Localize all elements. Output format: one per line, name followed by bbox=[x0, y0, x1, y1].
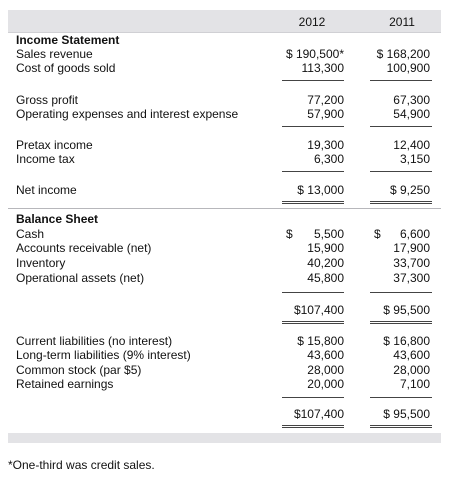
total-rule-2011 bbox=[370, 203, 432, 204]
row-label-sales-revenue: Sales revenue bbox=[16, 47, 93, 61]
cell-cogs-2012: 113,300 bbox=[301, 61, 344, 75]
cell-accounts-receivable-2011: 17,900 bbox=[393, 241, 430, 255]
cell-retained-earnings-2012: 20,000 bbox=[307, 377, 344, 391]
cell-income-tax-2012: 6,300 bbox=[313, 152, 344, 166]
cell-operational-assets-2012: 45,800 bbox=[307, 271, 344, 285]
cell-retained-earnings-2011: 7,100 bbox=[399, 377, 430, 391]
cell-gross-profit-2011: 67,300 bbox=[393, 93, 430, 107]
income-statement-heading: Income Statement bbox=[16, 33, 120, 47]
row-label-current-liabilities: Current liabilities (no interest) bbox=[16, 334, 173, 348]
cell-cash-2012: 5,500 bbox=[313, 227, 344, 241]
total-rule-2012 bbox=[282, 427, 344, 428]
subtotal-rule-2011 bbox=[370, 126, 432, 127]
total-rule-2012 bbox=[282, 323, 344, 324]
column-header-2011: 2011 bbox=[389, 15, 415, 29]
row-label-operating-expenses: Operating expenses and interest expense bbox=[16, 107, 239, 121]
row-label-income-tax: Income tax bbox=[16, 152, 75, 166]
row-label-net-income: Net income bbox=[16, 183, 77, 197]
subtotal-rule-2011 bbox=[370, 397, 432, 398]
subtotal-rule-2012 bbox=[282, 292, 344, 293]
footnote: *One-third was credit sales. bbox=[8, 458, 155, 472]
cell-pretax-income-2011: 12,400 bbox=[393, 138, 430, 152]
total-rule-2012 bbox=[282, 203, 344, 204]
cell-total-liabilities-equity-2012: $107,400 bbox=[293, 407, 344, 421]
footer-band bbox=[8, 433, 441, 443]
subtotal-rule-2012 bbox=[282, 397, 344, 398]
total-rule-2011 bbox=[370, 201, 432, 202]
cell-operating-expenses-2011: 54,900 bbox=[393, 107, 430, 121]
cell-net-income-2011: $ 9,250 bbox=[389, 183, 430, 197]
cell-long-term-liabilities-2012: 43,600 bbox=[307, 348, 344, 362]
row-label-cogs: Cost of goods sold bbox=[16, 61, 116, 75]
total-rule-2012 bbox=[282, 201, 344, 202]
cell-cash-2011: 6,600 bbox=[399, 227, 430, 241]
cell-cash-2012-symbol: $ bbox=[286, 227, 293, 241]
cell-pretax-income-2012: 19,300 bbox=[307, 138, 344, 152]
total-rule-2011 bbox=[370, 323, 432, 324]
column-header-2012: 2012 bbox=[298, 15, 326, 29]
cell-common-stock-2011: 28,000 bbox=[393, 363, 430, 377]
subtotal-rule-2012 bbox=[282, 126, 344, 127]
cell-cogs-2011: 100,900 bbox=[386, 61, 430, 75]
cell-sales-revenue-2011: $ 168,200 bbox=[376, 47, 430, 61]
subtotal-rule-2011 bbox=[370, 292, 432, 293]
total-rule-2012 bbox=[282, 425, 344, 426]
subtotal-rule-2011 bbox=[370, 80, 432, 81]
cell-inventory-2012: 40,200 bbox=[307, 256, 344, 270]
row-label-operational-assets: Operational assets (net) bbox=[16, 271, 145, 285]
section-divider bbox=[8, 208, 441, 209]
row-label-gross-profit: Gross profit bbox=[16, 93, 79, 107]
cell-total-assets-2012: $107,400 bbox=[293, 303, 344, 317]
subtotal-rule-2012 bbox=[282, 80, 344, 81]
balance-sheet-heading: Balance Sheet bbox=[16, 212, 99, 226]
total-rule-2011 bbox=[370, 427, 432, 428]
row-label-accounts-receivable: Accounts receivable (net) bbox=[16, 241, 152, 255]
row-label-long-term-liabilities: Long-term liabilities (9% interest) bbox=[16, 348, 191, 362]
cell-net-income-2012: $ 13,000 bbox=[297, 183, 344, 197]
subtotal-rule-2012 bbox=[282, 171, 344, 172]
cell-long-term-liabilities-2011: 43,600 bbox=[393, 348, 430, 362]
cell-accounts-receivable-2012: 15,900 bbox=[307, 241, 344, 255]
cell-cash-2011-symbol: $ bbox=[374, 227, 381, 241]
subtotal-rule-2011 bbox=[370, 171, 432, 172]
total-rule-2011 bbox=[370, 425, 432, 426]
cell-sales-revenue-2012: $ 190,500* bbox=[285, 47, 344, 61]
row-label-inventory: Inventory bbox=[16, 256, 66, 270]
cell-operational-assets-2011: 37,300 bbox=[393, 271, 430, 285]
cell-total-liabilities-equity-2011: $ 95,500 bbox=[383, 407, 430, 421]
row-label-retained-earnings: Retained earnings bbox=[16, 377, 114, 391]
total-rule-2012 bbox=[282, 321, 344, 322]
row-label-common-stock: Common stock (par $5) bbox=[16, 363, 142, 377]
row-label-cash: Cash bbox=[16, 227, 45, 241]
cell-income-tax-2011: 3,150 bbox=[399, 152, 430, 166]
cell-gross-profit-2012: 77,200 bbox=[307, 93, 344, 107]
cell-operating-expenses-2012: 57,900 bbox=[307, 107, 344, 121]
total-rule-2011 bbox=[370, 321, 432, 322]
cell-current-liabilities-2012: $ 15,800 bbox=[297, 334, 344, 348]
row-label-pretax-income: Pretax income bbox=[16, 138, 93, 152]
cell-inventory-2011: 33,700 bbox=[393, 256, 430, 270]
cell-current-liabilities-2011: $ 16,800 bbox=[383, 334, 430, 348]
cell-total-assets-2011: $ 95,500 bbox=[383, 303, 430, 317]
cell-common-stock-2012: 28,000 bbox=[307, 363, 344, 377]
